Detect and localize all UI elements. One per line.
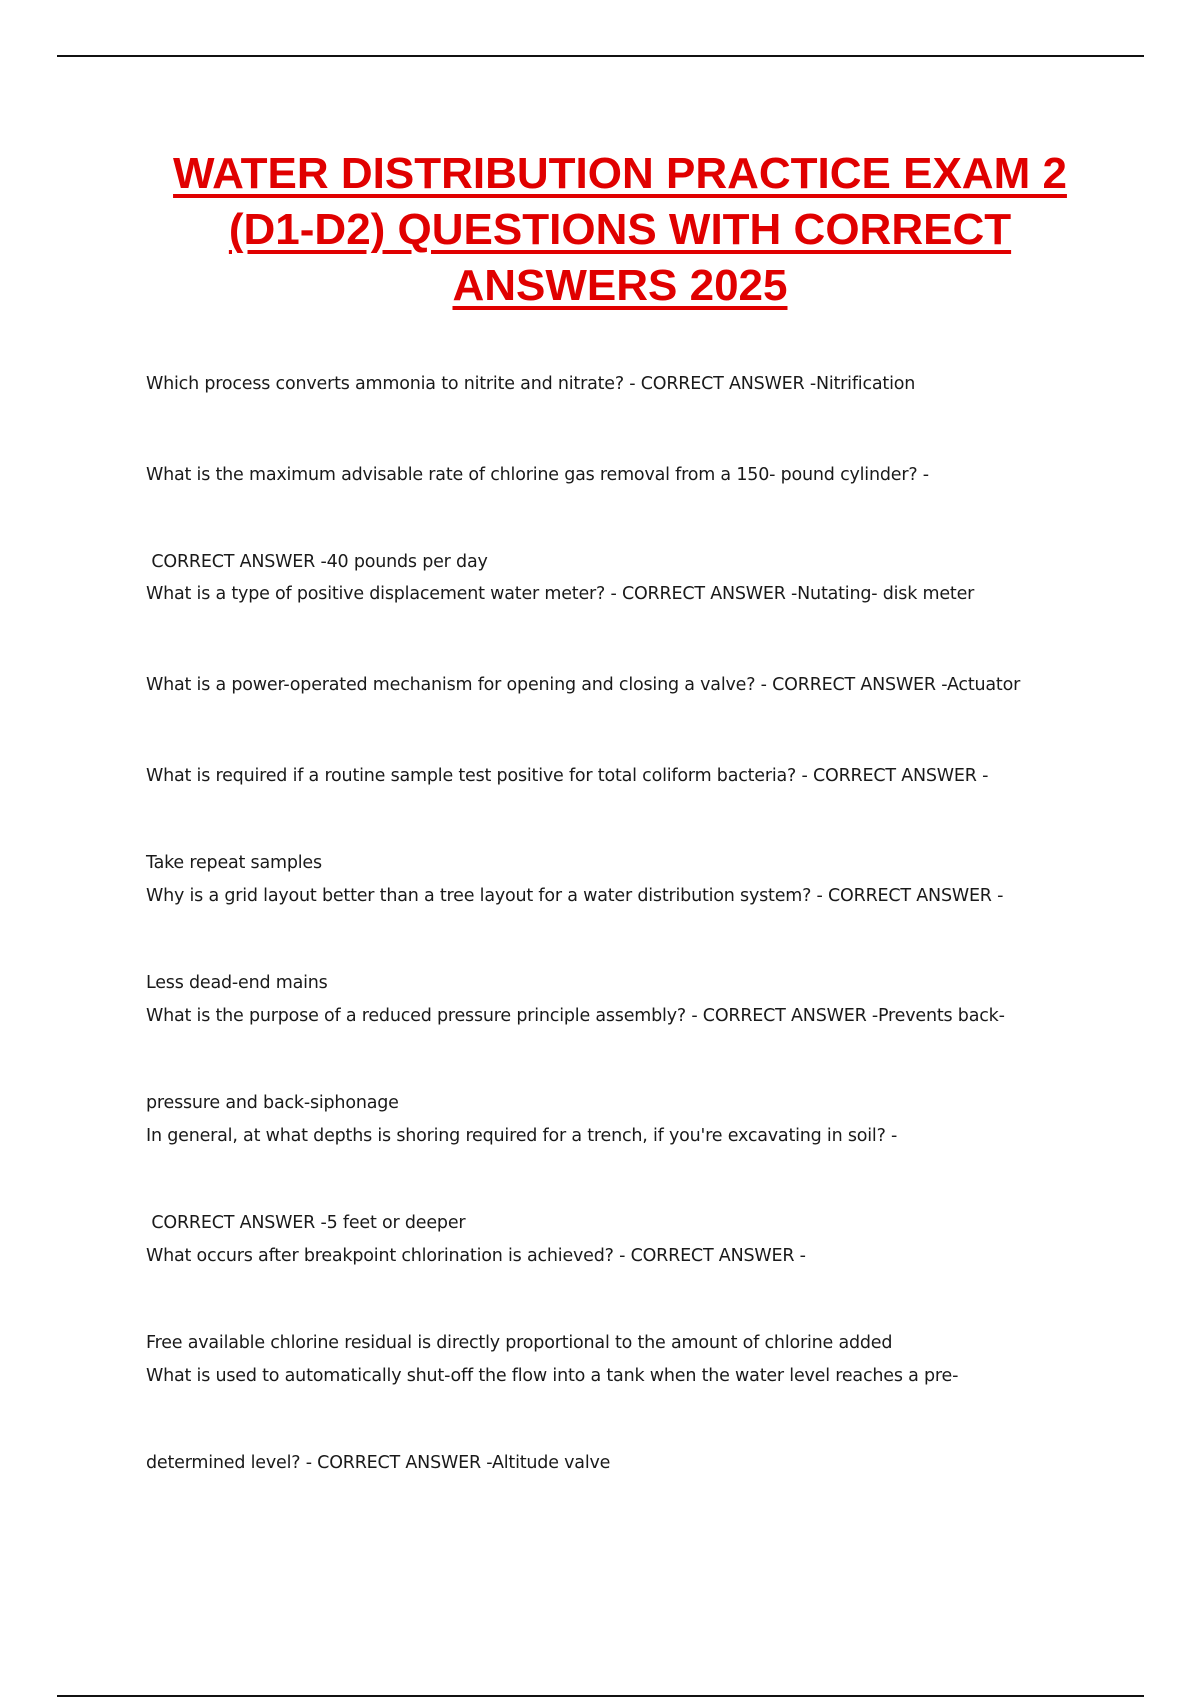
qa-line: What is a power-operated mechanism for opening and closing a valve? - CORRECT ANSWER -Actuator [146,675,1021,695]
qa-line: What is used to automatically shut-off the flow into a tank when the water level reaches a pre- [146,1366,959,1386]
qa-line: Less dead-end mains [146,973,328,993]
qa-line: pressure and back-siphonage [146,1093,399,1113]
qa-line: determined level? - CORRECT ANSWER -Altitude valve [146,1453,611,1473]
qa-line: Free available chlorine residual is directly proportional to the amount of chlorine added [146,1333,893,1353]
qa-line: Why is a grid layout better than a tree layout for a water distribution system? - CORRECT ANSWER - [146,886,1004,906]
top-rule [57,55,1144,57]
qa-line: What is the maximum advisable rate of chlorine gas removal from a 150- pound cylinder? - [146,465,929,485]
qa-line: What is the purpose of a reduced pressure principle assembly? - CORRECT ANSWER -Prevents back- [146,1006,1005,1026]
qa-line: CORRECT ANSWER -40 pounds per day [146,552,488,572]
qa-line: What is required if a routine sample test positive for total coliform bacteria? - CORRECT ANSWER - [146,766,989,786]
qa-line: Take repeat samples [146,853,322,873]
qa-item-10 [146,1304,1076,1536]
qa-line: What is a type of positive displacement water meter? - CORRECT ANSWER -Nutating- disk meter [146,584,975,604]
document-title: WATER DISTRIBUTION PRACTICE EXAM 2 (D1-D2) QUESTIONS WITH CORRECT ANSWERS 2025 [173,149,1067,310]
qa-line: CORRECT ANSWER -5 feet or deeper [146,1213,466,1233]
bottom-rule [57,1695,1144,1697]
qa-line: Which process converts ammonia to nitrite and nitrate? - CORRECT ANSWER -Nitrification [146,374,916,394]
qa-line: What occurs after breakpoint chlorination is achieved? - CORRECT ANSWER - [146,1246,806,1266]
qa-line: In general, at what depths is shoring required for a trench, if you're excavating in soil? - [146,1126,898,1146]
